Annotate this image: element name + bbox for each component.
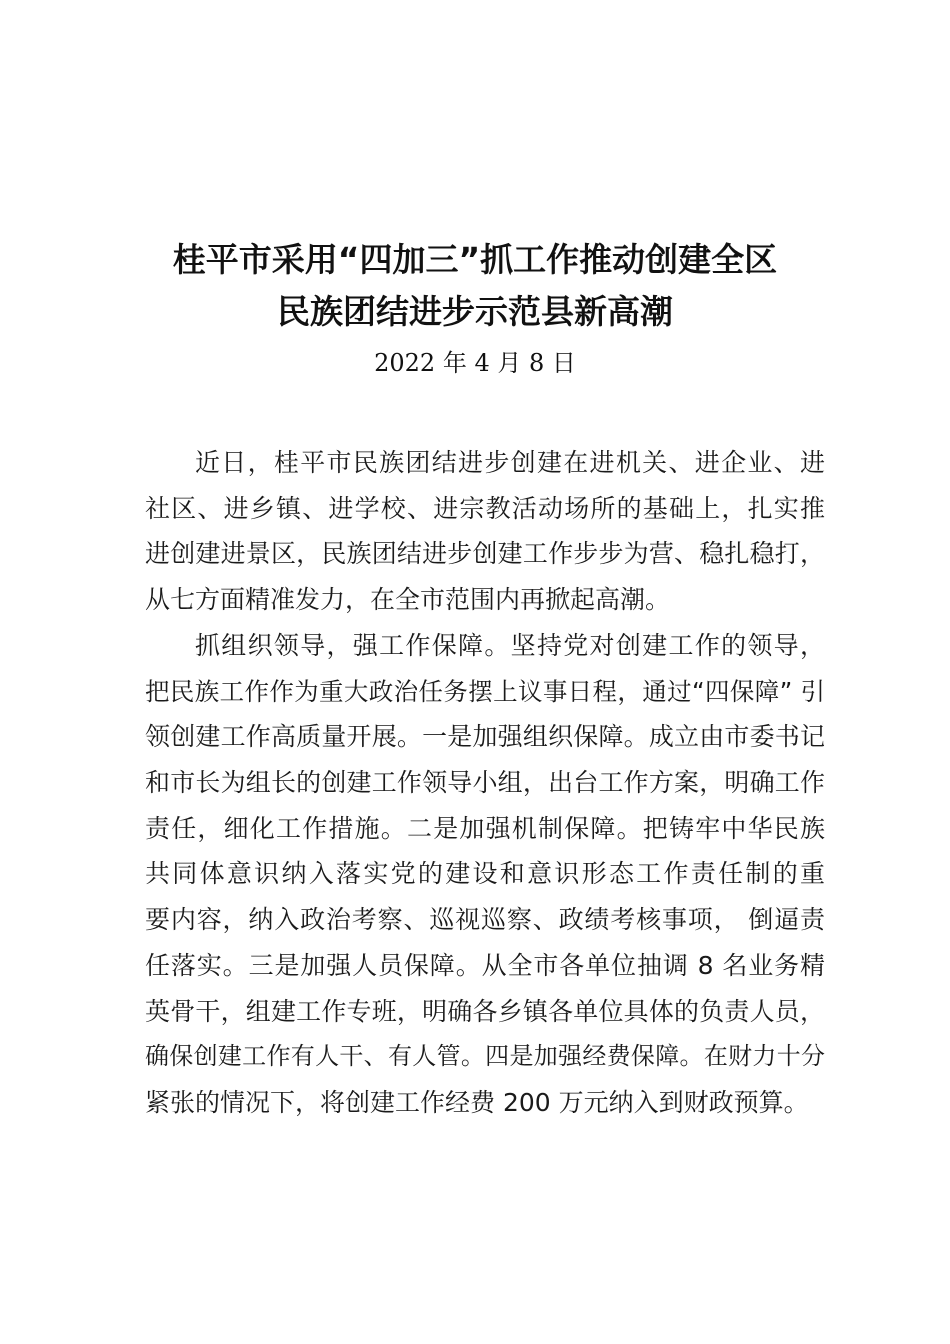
paragraph-2 — [145, 623, 825, 1126]
paragraph-line: 社区、进乡镇、进学校、进宗教活动场所的基础上，扎实推 — [145, 493, 825, 523]
document-title-line-2: 民族团结进步示范县新高潮 — [277, 292, 673, 331]
paragraph-line: 共同体意识纳入落实党的建设和意识形态工作责任制的重 — [145, 859, 825, 889]
paragraph-1 — [145, 440, 825, 623]
paragraph-line: 进创建进景区，民族团结进步创建工作步步为营、稳扎稳打， — [145, 539, 825, 569]
document-date: 2022 年 4 月 8 日 — [374, 349, 576, 377]
paragraph-line: 和市长为组长的创建工作领导小组，出台工作方案，明确工作 — [145, 768, 825, 798]
paragraph-line: 责任，细化工作措施。二是加强机制保障。把铸牢中华民族 — [145, 813, 825, 843]
document-title-line-1: 桂平市采用“四加三”抓工作推动创建全区 — [172, 240, 778, 279]
paragraph-line: 紧张的情况下，将创建工作经费 200 万元纳入到财政预算。 — [145, 1087, 809, 1117]
paragraph-line: 任落实。三是加强人员保障。从全市各单位抽调 8 名业务精 — [145, 950, 825, 980]
paragraph-line: 把民族工作作为重大政治任务摆上议事日程，通过“四保障” 引 — [145, 676, 825, 706]
paragraph-line: 领创建工作高质量开展。一是加强组织保障。成立由市委书记 — [145, 722, 825, 752]
paragraph-line: 近日，桂平市民族团结进步创建在进机关、进企业、进 — [195, 448, 825, 477]
paragraph-line: 确保创建工作有人干、有人管。四是加强经费保障。在财力十分 — [145, 1042, 825, 1071]
paragraph-line: 从七方面精准发力，在全市范围内再掀起高潮。 — [145, 585, 671, 615]
paragraph-line: 抓组织领导，强工作保障。坚持党对创建工作的领导， — [195, 631, 825, 660]
paragraph-line: 英骨干，组建工作专班，明确各乡镇各单位具体的负责人员， — [145, 996, 825, 1026]
paragraph-line: 要内容，纳入政治考察、巡视巡察、政绩考核事项， 倒逼责 — [145, 905, 825, 935]
